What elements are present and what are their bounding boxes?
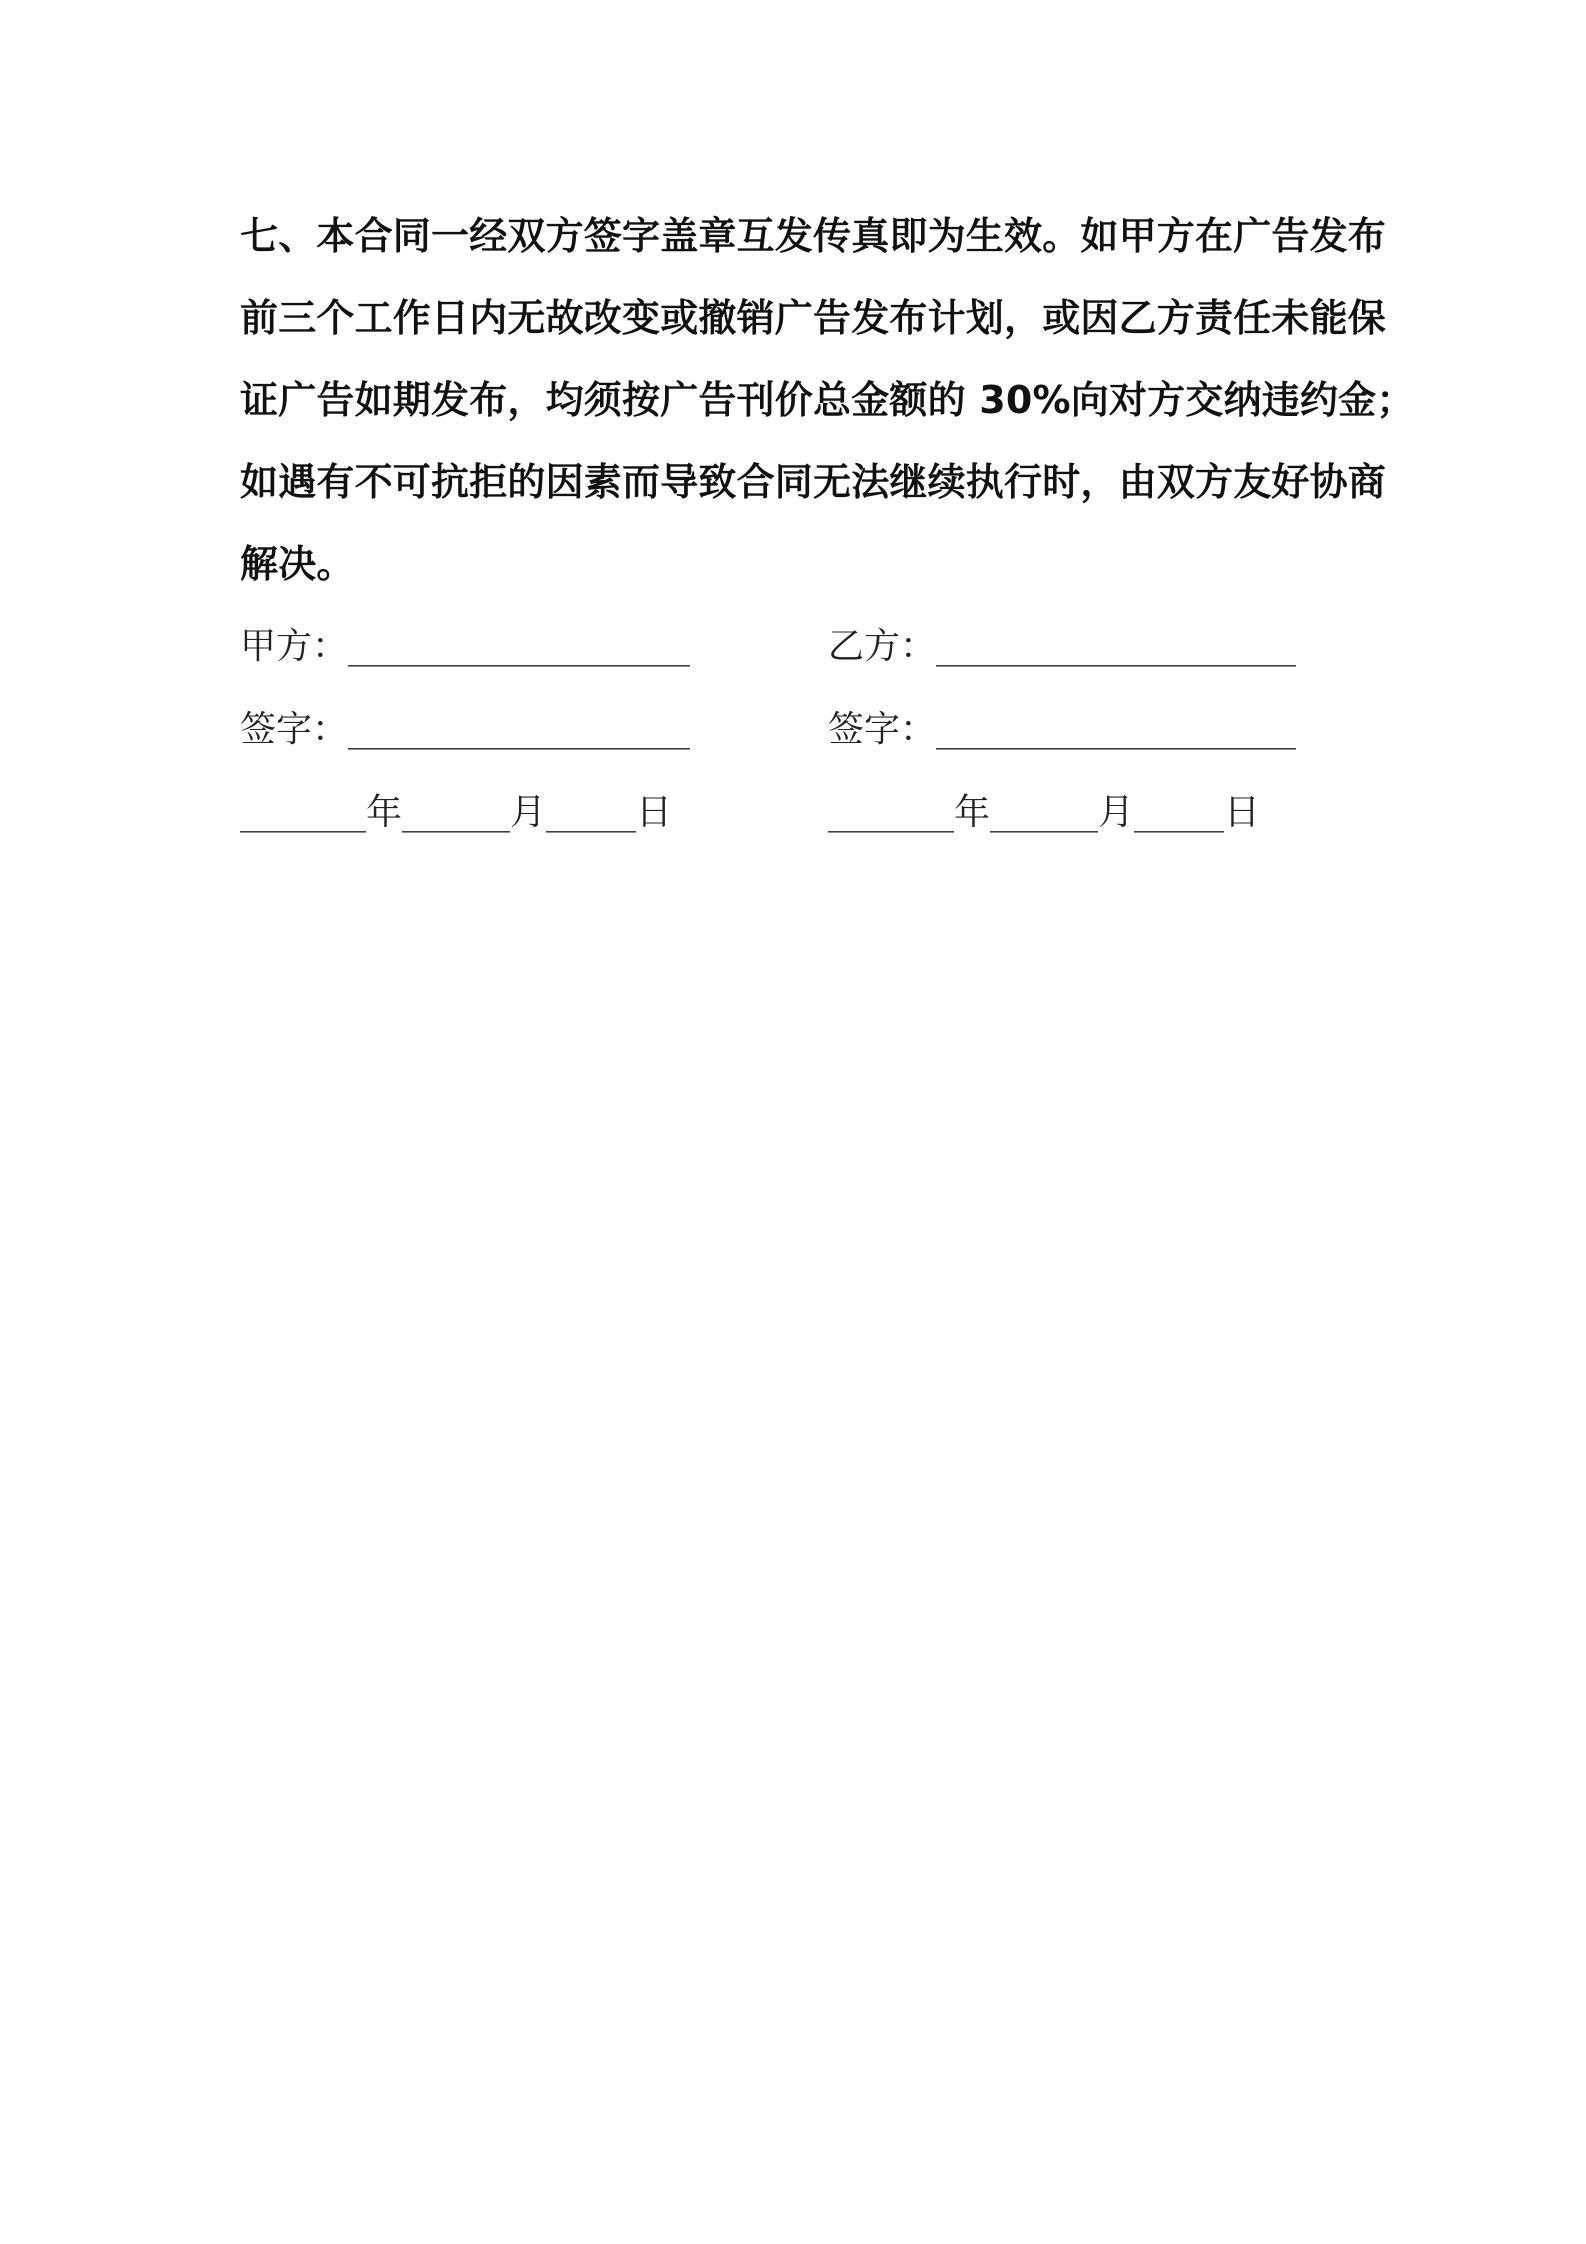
clause-line: 证广告如期发布，均须按广告刊价总金额的 30%向对方交纳违约金； bbox=[240, 378, 1415, 422]
clause-line: 如遇有不可抗拒的因素而导致合同无法继续执行时，由双方友好协商 bbox=[240, 460, 1387, 504]
party-b-date-line: _______年______月_____日 bbox=[828, 792, 1260, 833]
clause-seven bbox=[240, 195, 1415, 605]
clause-line: 七、本合同一经双方签字盖章互发传真即为生效。如甲方在广告发布 bbox=[240, 214, 1387, 258]
party-a-signature-line: 签字：___________________ bbox=[240, 709, 691, 750]
party-b-signature-line: 签字：____________________ bbox=[828, 709, 1297, 750]
party-a-line: 甲方：___________________ bbox=[240, 626, 691, 667]
party-b-line: 乙方：____________________ bbox=[828, 626, 1297, 667]
party-a-date-line: _______年______月_____日 bbox=[240, 792, 672, 833]
clause-line: 解决。 bbox=[240, 542, 355, 586]
clause-line: 前三个工作日内无故改变或撤销广告发布计划，或因乙方责任未能保 bbox=[240, 296, 1387, 340]
